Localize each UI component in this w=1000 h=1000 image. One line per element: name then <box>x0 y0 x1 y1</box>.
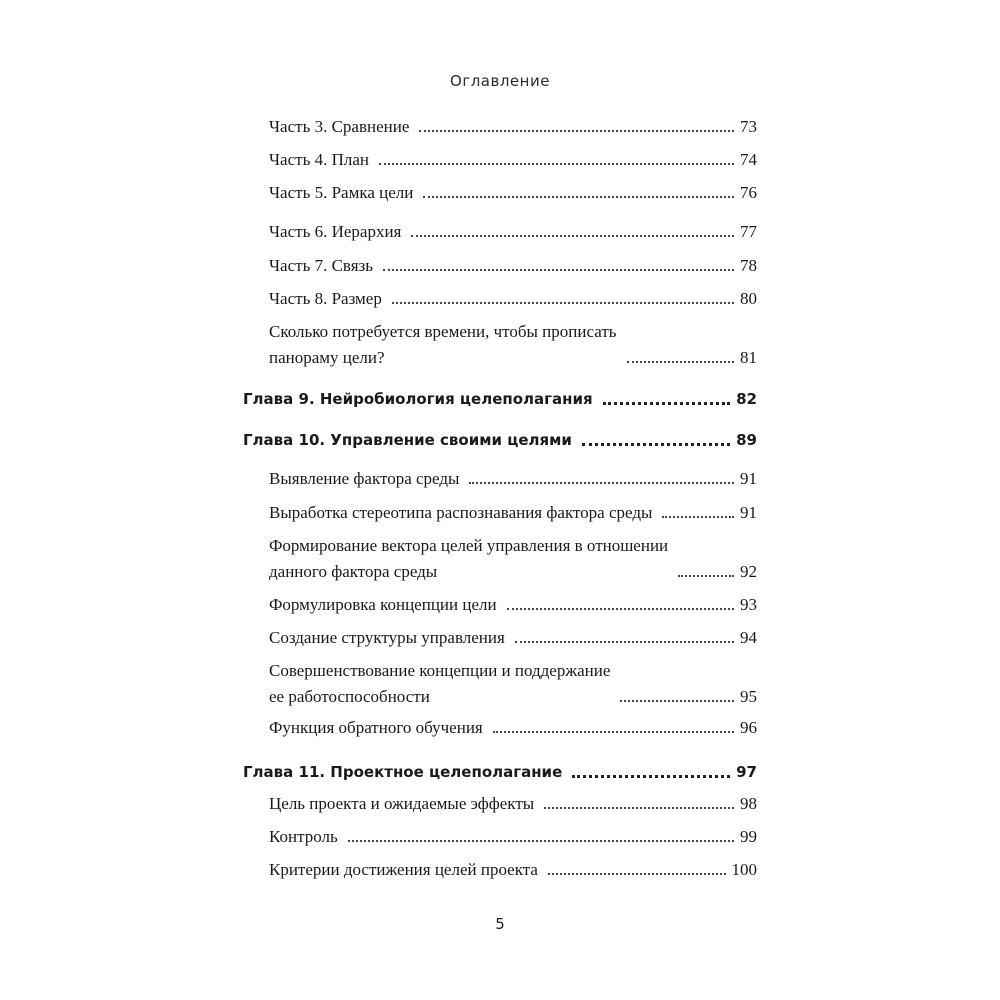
dot-leader <box>603 402 731 405</box>
toc-chapter-11 <box>243 762 757 782</box>
dot-leader <box>469 482 734 484</box>
toc-entry-part-4 <box>269 150 757 170</box>
toc-entry-part-3 <box>269 117 757 137</box>
dot-leader <box>627 361 734 363</box>
toc-entry-page: 73 <box>740 117 757 136</box>
toc-entry-title: Формулировка концепции цели <box>269 595 497 614</box>
toc-entry-title <box>269 661 610 707</box>
toc-chapter-title: Глава 9. Нейробиология целеполагания <box>243 390 593 408</box>
toc-entry-project-goal <box>269 794 757 814</box>
toc-entry-title: Часть 3. Сравнение <box>269 117 410 136</box>
dot-leader <box>572 775 730 778</box>
toc-entry-page: 94 <box>740 628 757 647</box>
toc-entry-page: 76 <box>740 183 757 202</box>
toc-entry-page: 100 <box>731 860 757 879</box>
toc-chapter-title: Глава 10. Управление своими целями <box>243 431 572 449</box>
toc-entry-page: 81 <box>740 348 757 367</box>
toc-chapter-10 <box>243 430 757 450</box>
toc-entry-title: Часть 7. Связь <box>269 256 374 275</box>
toc-entry-title: Часть 8. Размер <box>269 289 382 308</box>
dot-leader <box>515 641 734 643</box>
toc-entry-title-line2: панораму цели? <box>269 348 385 367</box>
toc-entry-page: 96 <box>740 718 757 737</box>
toc-entry-page: 78 <box>740 256 757 275</box>
toc-entry-title: Функция обратного обучения <box>269 718 483 737</box>
toc-entry-page: 98 <box>740 794 757 813</box>
toc-chapter-page: 82 <box>736 390 757 408</box>
toc-entry-title-line2: данного фактора среды <box>269 562 438 581</box>
toc-entry-title: Выработка стереотипа распознавания фактора среды <box>269 503 653 522</box>
toc-entry-page: 99 <box>740 827 757 846</box>
toc-entry-page: 77 <box>740 222 757 241</box>
dot-leader <box>544 807 734 809</box>
toc-entry-page: 80 <box>740 289 757 308</box>
dot-leader <box>379 163 734 165</box>
toc-entry-page: 91 <box>740 503 757 522</box>
dot-leader <box>392 302 734 304</box>
toc-entry-concept-improvement <box>269 661 757 707</box>
toc-entry-concept-formulation <box>269 595 757 615</box>
toc-entry-success-criteria <box>269 860 757 880</box>
toc-entry-title-line1: Формирование вектора целей управления в отношении <box>269 536 669 555</box>
dot-leader <box>419 130 734 132</box>
dot-leader <box>678 575 734 577</box>
toc-entry-title: Контроль <box>269 827 338 846</box>
toc-chapter-title: Глава 11. Проектное целеполагание <box>243 763 563 781</box>
toc-entry-management-structure <box>269 628 757 648</box>
toc-entry-page: 92 <box>740 562 757 581</box>
toc-chapter-page: 89 <box>736 431 757 449</box>
toc-chapter-page: 97 <box>736 763 757 781</box>
toc-entry-title: Часть 4. План <box>269 150 369 169</box>
dot-leader <box>348 840 734 842</box>
toc-entry-page: 91 <box>740 469 757 488</box>
dot-leader <box>411 235 734 237</box>
dot-leader <box>548 873 726 875</box>
toc-entry-title <box>269 536 668 582</box>
toc-entry-part-8 <box>269 289 757 309</box>
toc-entry-page: 93 <box>740 595 757 614</box>
toc-chapter-9 <box>243 389 757 409</box>
toc-entry-title: Критерии достижения целей проекта <box>269 860 538 879</box>
toc-entry-title-line2: ее работоспособности <box>269 687 430 706</box>
toc-entry-title: Цель проекта и ожидаемые эффекты <box>269 794 535 813</box>
toc-entry-title: Выявление фактора среды <box>269 469 460 488</box>
toc-entry-environment-factor <box>269 469 757 489</box>
toc-entry-goal-vector <box>269 536 757 582</box>
toc-entry-title-line1: Совершенствование концепции и поддержание <box>269 661 611 680</box>
toc-entry-control <box>269 827 757 847</box>
toc-entry-part-7 <box>269 256 757 276</box>
dot-leader <box>493 731 734 733</box>
toc-entry-part-5 <box>269 183 757 203</box>
dot-leader <box>423 196 734 198</box>
toc-entry-page: 95 <box>740 687 757 706</box>
dot-leader <box>620 700 734 702</box>
toc-entry-title: Часть 5. Рамка цели <box>269 183 414 202</box>
toc-entry-time-needed <box>269 322 757 368</box>
dot-leader <box>582 443 730 446</box>
page-number: 5 <box>495 915 505 933</box>
toc-entry-title <box>269 322 617 368</box>
running-head: Оглавление <box>450 72 550 90</box>
toc-entry-title: Создание структуры управления <box>269 628 505 647</box>
dot-leader <box>662 516 734 518</box>
toc-entry-title: Часть 6. Иерархия <box>269 222 402 241</box>
toc-entry-part-6 <box>269 222 757 242</box>
toc-entry-title-line1: Сколько потребуется времени, чтобы прописать <box>269 322 617 341</box>
dot-leader <box>383 269 734 271</box>
dot-leader <box>507 608 734 610</box>
toc-entry-stereotype <box>269 503 757 523</box>
toc-entry-page: 74 <box>740 150 757 169</box>
toc-entry-reverse-learning <box>269 718 757 738</box>
